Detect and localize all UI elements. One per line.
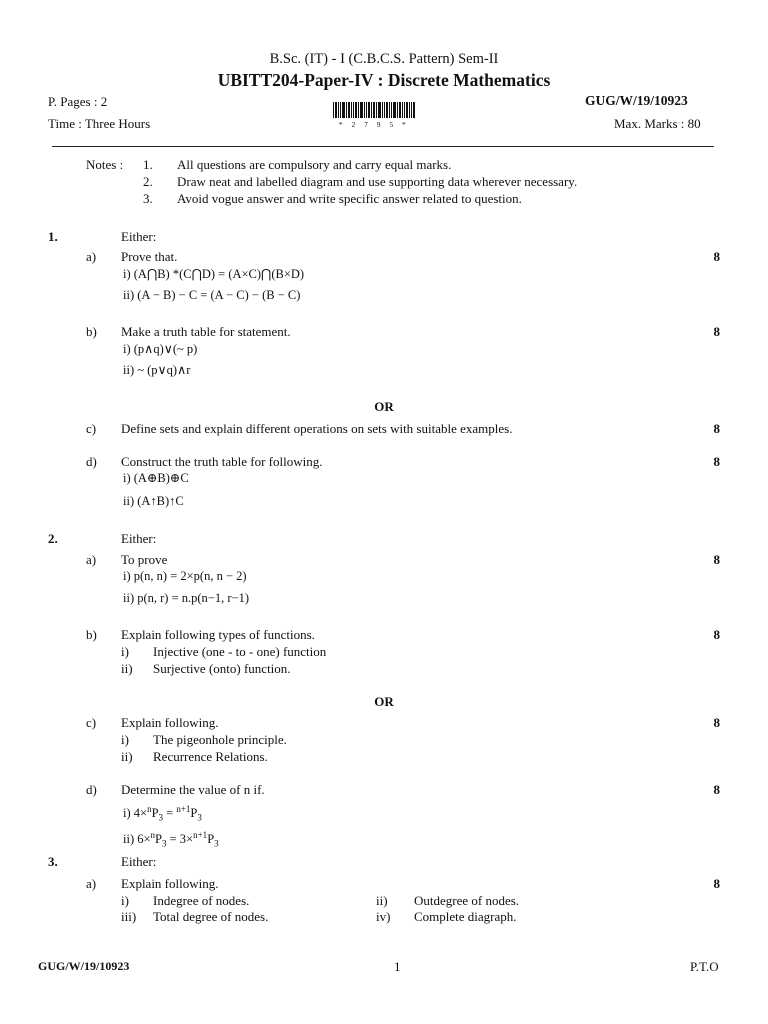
item-number: i) [121, 644, 129, 659]
math-expression: i) $4\times^nP_3 = ^{n+1}P_3$ [123, 804, 202, 823]
subquestion-text: Determine the value of n if. [121, 782, 265, 797]
subquestion-text: Construct the truth table for following. [121, 454, 323, 469]
footer-code: GUG/W/19/10923 [38, 959, 130, 973]
subquestion-label: b) [86, 627, 97, 642]
note-number: 1. [143, 157, 153, 172]
math-expression: i) (A⊕B)⊕C [123, 471, 189, 485]
subquestion-text: Explain following. [121, 876, 219, 891]
item-number: ii) [121, 661, 133, 676]
math-expression: ii) p(n, r) = n.p(n−1, r−1) [123, 591, 249, 605]
marks: 8 [713, 421, 720, 436]
barcode-number: * 2 7 9 5 * [338, 120, 410, 129]
question-number: 3. [48, 854, 58, 869]
notes-label: Notes : [86, 157, 124, 172]
exam-time: Time : Three Hours [48, 116, 151, 131]
item-text: Surjective (onto) function. [153, 661, 291, 676]
item-number: i) [121, 732, 129, 747]
page-count: P. Pages : 2 [48, 94, 108, 109]
item-number: iii) [121, 909, 137, 924]
subquestion-label: c) [86, 421, 97, 436]
item-text: Injective (one - to - one) function [153, 644, 327, 659]
course-heading: B.Sc. (IT) - I (C.B.C.S. Pattern) Sem-II [269, 51, 499, 67]
either-label: Either: [121, 531, 157, 546]
math-expression: ii) (A − B) − C = (A − C) − (B − C) [123, 288, 301, 302]
note-text: Draw neat and labelled diagram and use supporting data wherever necessary. [177, 174, 578, 189]
paper-title: UBITT204-Paper-IV : Discrete Mathematics [217, 70, 551, 90]
subquestion-label: d) [86, 454, 97, 469]
math-expression: i) (p∧q)∨(~ p) [123, 342, 198, 356]
note-number: 3. [143, 191, 153, 206]
item-text: The pigeonhole principle. [153, 732, 287, 747]
note-text: Avoid vogue answer and write specific answer related to question. [177, 191, 522, 206]
item-text: Outdegree of nodes. [414, 893, 520, 908]
max-marks: Max. Marks : 80 [614, 116, 701, 131]
question-number: 2. [48, 531, 58, 546]
math-expression: ii) ~ (p∨q)∧r [123, 363, 191, 377]
marks: 8 [713, 324, 720, 339]
subquestion-text: Explain following. [121, 715, 219, 730]
header-divider [52, 146, 714, 147]
subquestion-label: a) [86, 249, 97, 264]
item-number: ii) [121, 749, 133, 764]
math-expression: ii) $6\times^nP_3 = 3\times^{n+1}P_3$ [123, 830, 219, 849]
marks: 8 [713, 552, 720, 567]
either-label: Either: [121, 229, 157, 244]
math-expression: i) (A⋂B) *(C⋂D) = (A×C)⋂(B×D) [123, 267, 305, 281]
item-number: iv) [376, 909, 391, 924]
subquestion-label: c) [86, 715, 97, 730]
item-text: Indegree of nodes. [153, 893, 250, 908]
subquestion-text: Prove that. [121, 249, 178, 264]
marks: 8 [713, 249, 720, 264]
item-text: Total degree of nodes. [153, 909, 269, 924]
item-number: i) [121, 893, 129, 908]
subquestion-text: Make a truth table for statement. [121, 324, 291, 339]
barcode-image [333, 102, 415, 118]
subquestion-text: To prove [121, 552, 168, 567]
subquestion-label: a) [86, 876, 97, 891]
marks: 8 [713, 782, 720, 797]
subquestion-label: d) [86, 782, 97, 797]
math-expression: ii) (A↑B)↑C [123, 494, 184, 508]
marks: 8 [713, 715, 720, 730]
please-turn-over: P.T.O [690, 959, 719, 974]
item-number: ii) [376, 893, 388, 908]
paper-code: GUG/W/19/10923 [585, 93, 688, 108]
question-number: 1. [48, 229, 58, 244]
note-number: 2. [143, 174, 153, 189]
marks: 8 [713, 876, 720, 891]
subquestion-text: Explain following types of functions. [121, 627, 315, 642]
marks: 8 [713, 627, 720, 642]
note-text: All questions are compulsory and carry equal marks. [177, 157, 452, 172]
item-text: Recurrence Relations. [153, 749, 268, 764]
or-divider: OR [374, 399, 394, 414]
either-label: Either: [121, 854, 157, 869]
subquestion-label: b) [86, 324, 97, 339]
page-number: 1 [394, 959, 401, 974]
item-text: Complete diagraph. [414, 909, 517, 924]
subquestion-label: a) [86, 552, 97, 567]
or-divider: OR [374, 694, 394, 709]
math-expression: i) p(n, n) = 2×p(n, n − 2) [123, 569, 247, 583]
marks: 8 [713, 454, 720, 469]
subquestion-text: Define sets and explain different operations on sets with suitable examples. [121, 421, 513, 436]
